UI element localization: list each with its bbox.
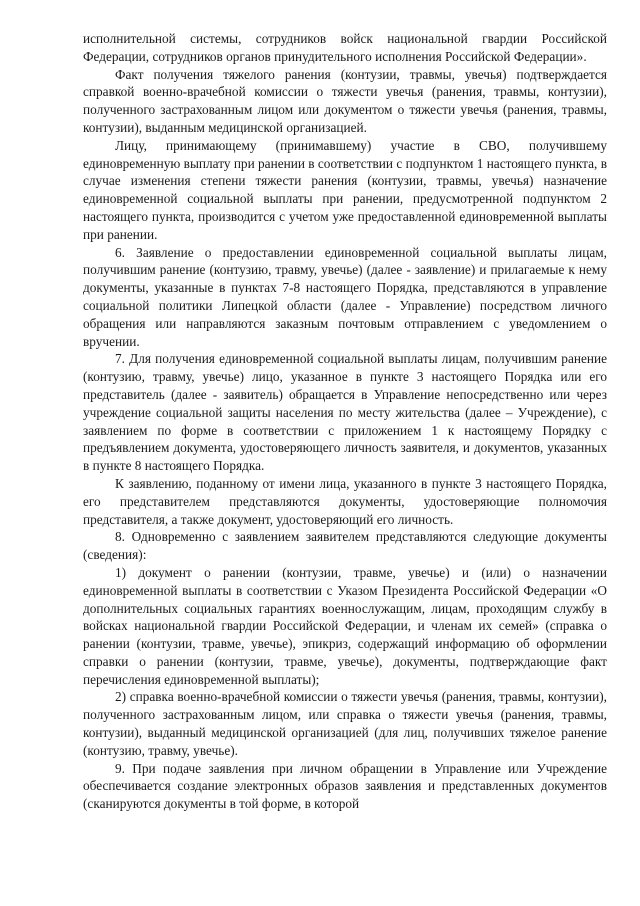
- paragraph-7: 8. Одновременно с заявлением заявителем представляются следующие документы (сведения):: [83, 529, 607, 563]
- paragraph-8: 1) документ о ранении (контузии, травме, увечье) и (или) о назначении единовременной выплаты в соответствии с Указом Президента Российской Федерации «О дополнительных социальных гарантиях военнослужащим, лицам, проходящим службу в войсках национальной гвардии Российской Федерации, и членам их семей» (справка о ранении (контузии, травме, увечье), эпикриз, содержащий информацию об оформлении справки о ранении (контузии, травме, увечье), документы, подтверждающие факт перечисления единовременной выплаты);: [83, 564, 607, 687]
- paragraph-6: К заявлению, поданному от имени лица, указанного в пункте 3 настоящего Порядка, его представителем представляются документы, удостоверяющие полномочия представителя, а также документ, удостоверяющий его личность.: [83, 475, 607, 527]
- paragraph-2: Факт получения тяжелого ранения (контузии, травмы, увечья) подтверждается справкой военно-врачебной комиссии о тяжести увечья (ранения, травмы, контузии), полученного застрахованным лицом или документом о тяжести увечья (ранения, травмы, контузии), выданным медицинской организацией.: [83, 66, 607, 135]
- paragraph-9: 2) справка военно-врачебной комиссии о тяжести увечья (ранения, травмы, контузии), полученного застрахованным лицом, или справка о тяжести увечья (ранения, травмы, контузии), выданный медицинской организацией (для лиц, получивших тяжелое ранение (контузию, травму, увечье).: [83, 689, 607, 758]
- paragraph-1: исполнительной системы, сотрудников войск национальной гвардии Российской Федерации, сотрудников органов принудительного исполнения Российской Федерации».: [83, 31, 607, 64]
- paragraph-3: Лицу, принимающему (принимавшему) участие в СВО, получившему единовременную выплату при ранении в соответствии с подпунктом 1 настоящего пункта, в случае изменения степени тяжести ранения (контузии, травмы, увечья) назначение единовременной социальной выплаты при ранении, предусмотренной подпунктом 2 настоящего пункта, производится с учетом уже предоставленной единовременной выплаты при ранении.: [83, 137, 607, 242]
- paragraph-10: 9. При подаче заявления при личном обращении в Управление или Учреждение обеспечивается создание электронных образов заявления и представленных документов (сканируются документы в той форме, в которой: [83, 760, 607, 812]
- paragraph-4: 6. Заявление о предоставлении единовременной социальной выплаты лицам, получившим ранение (контузию, травму, увечье) (далее - заявление) и прилагаемые к нему документы, указанные в пунктах 7-8 настоящего Порядка, представляются в управление социальной политики Липецкой области (далее - Управление) посредством личного обращения или направляются заказным почтовым отправлением с уведомлением о вручении.: [83, 244, 607, 349]
- document-page: [83, 30, 607, 813]
- paragraph-5: 7. Для получения единовременной социальной выплаты лицам, получившим ранение (контузию, травму, увечье) лицо, указанное в пункте 3 настоящего Порядка или его представитель (далее - заявитель) обращается в Управление непосредственно или через учреждение социальной защиты населения по месту жительства (далее – Учреждение), с заявлением по форме в соответствии с приложением 1 к настоящему Порядку с предъявлением документа, удостоверяющего личность заявителя, и документов, указанных в пункте 8 настоящего Порядка.: [83, 351, 607, 474]
